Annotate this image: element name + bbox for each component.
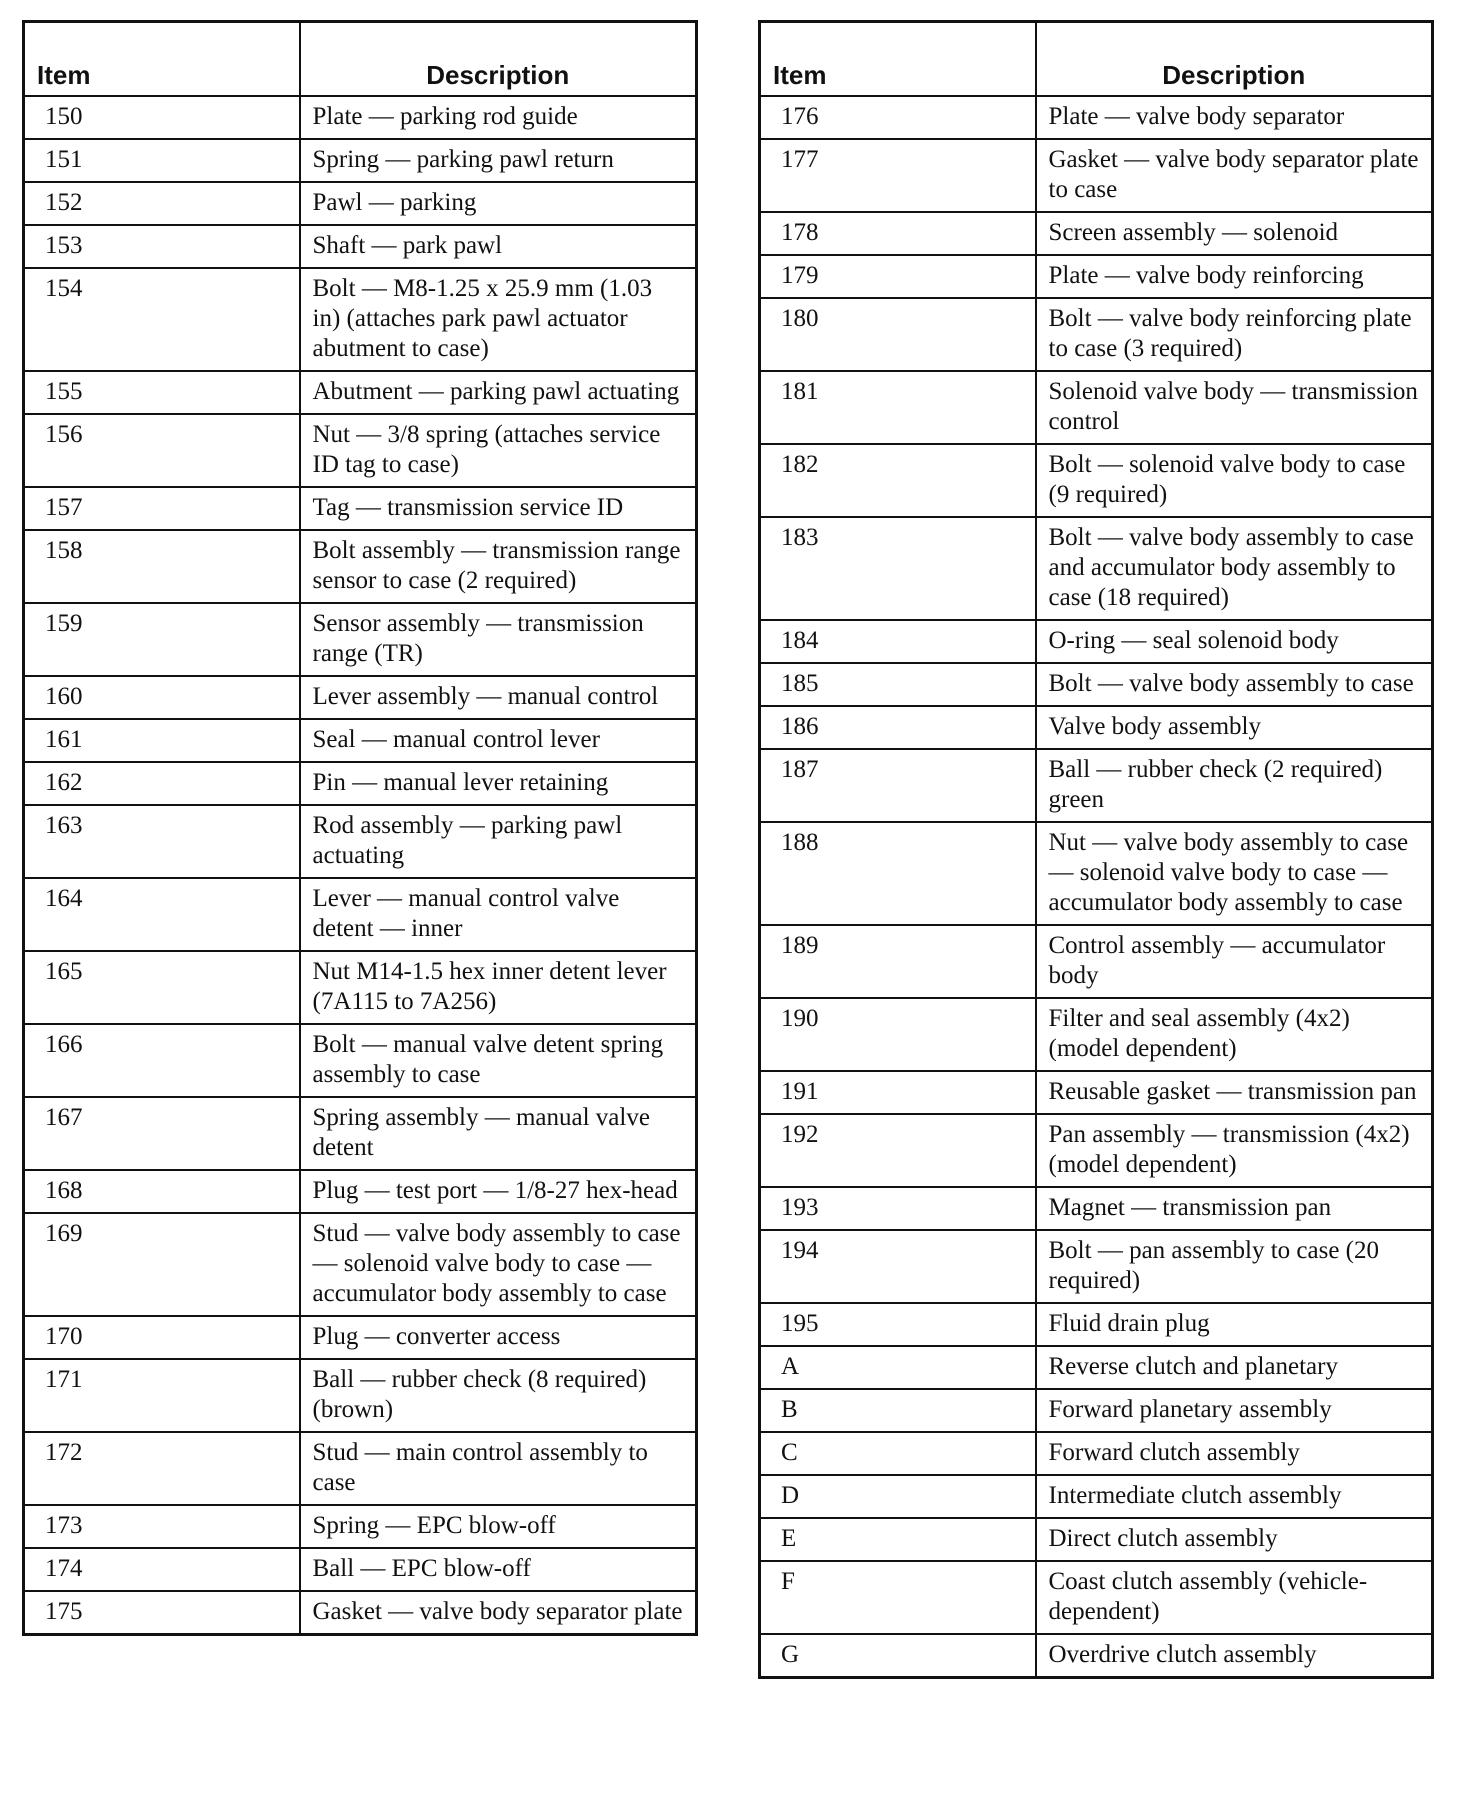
description-cell: Plug — converter access bbox=[300, 1316, 697, 1359]
item-number-cell: 175 bbox=[24, 1591, 300, 1635]
item-number-cell: 165 bbox=[24, 951, 300, 1024]
table-row bbox=[760, 1475, 1433, 1518]
item-number-cell: E bbox=[760, 1518, 1036, 1561]
item-number-cell: 182 bbox=[760, 444, 1036, 517]
table-row bbox=[24, 1097, 697, 1170]
description-cell: Bolt — valve body assembly to case bbox=[1036, 663, 1433, 706]
description-cell: Spring — EPC blow-off bbox=[300, 1505, 697, 1548]
table-row bbox=[760, 998, 1433, 1071]
table-row bbox=[760, 925, 1433, 998]
description-cell: Fluid drain plug bbox=[1036, 1303, 1433, 1346]
item-number-cell: 184 bbox=[760, 620, 1036, 663]
item-number-cell: 164 bbox=[24, 878, 300, 951]
item-number-cell: 177 bbox=[760, 139, 1036, 212]
item-number-cell: 171 bbox=[24, 1359, 300, 1432]
item-number-cell: 169 bbox=[24, 1213, 300, 1316]
description-cell: Direct clutch assembly bbox=[1036, 1518, 1433, 1561]
table-row bbox=[760, 706, 1433, 749]
description-cell: Spring assembly — manual valve detent bbox=[300, 1097, 697, 1170]
table-row bbox=[760, 212, 1433, 255]
item-number-cell: 172 bbox=[24, 1432, 300, 1505]
item-number-cell: 166 bbox=[24, 1024, 300, 1097]
description-cell: Magnet — transmission pan bbox=[1036, 1187, 1433, 1230]
item-number-cell: 173 bbox=[24, 1505, 300, 1548]
description-cell: Lever — manual control valve detent — inner bbox=[300, 878, 697, 951]
parts-table-right bbox=[758, 20, 1434, 1679]
description-cell: Reusable gasket — transmission pan bbox=[1036, 1071, 1433, 1114]
table-row bbox=[24, 96, 697, 139]
item-number-cell: 176 bbox=[760, 96, 1036, 139]
description-cell: Shaft — park pawl bbox=[300, 225, 697, 268]
table-row bbox=[760, 1346, 1433, 1389]
description-cell: Lever assembly — manual control bbox=[300, 676, 697, 719]
description-cell: Valve body assembly bbox=[1036, 706, 1433, 749]
description-cell: Ball — EPC blow-off bbox=[300, 1548, 697, 1591]
description-cell: Forward clutch assembly bbox=[1036, 1432, 1433, 1475]
table-row bbox=[24, 878, 697, 951]
table-row bbox=[24, 951, 697, 1024]
table-body bbox=[760, 96, 1433, 1678]
table-row bbox=[760, 517, 1433, 620]
description-cell: Spring — parking pawl return bbox=[300, 139, 697, 182]
table-row bbox=[760, 620, 1433, 663]
description-cell: Ball — rubber check (8 required) (brown) bbox=[300, 1359, 697, 1432]
description-cell: Screen assembly — solenoid bbox=[1036, 212, 1433, 255]
description-cell: Coast clutch assembly (vehicle-dependent) bbox=[1036, 1561, 1433, 1634]
item-number-cell: 159 bbox=[24, 603, 300, 676]
table-row bbox=[760, 96, 1433, 139]
item-number-cell: 156 bbox=[24, 414, 300, 487]
table-body bbox=[24, 96, 697, 1635]
description-cell: Bolt — valve body assembly to case and accumulator body assembly to case (18 required) bbox=[1036, 517, 1433, 620]
table-row bbox=[24, 676, 697, 719]
table-row bbox=[760, 1303, 1433, 1346]
item-number-cell: 168 bbox=[24, 1170, 300, 1213]
item-number-cell: 186 bbox=[760, 706, 1036, 749]
table-row bbox=[760, 1634, 1433, 1678]
item-number-cell: 167 bbox=[24, 1097, 300, 1170]
table-row bbox=[24, 1316, 697, 1359]
table-row bbox=[24, 414, 697, 487]
item-number-cell: 151 bbox=[24, 139, 300, 182]
table-row bbox=[24, 371, 697, 414]
description-cell: O-ring — seal solenoid body bbox=[1036, 620, 1433, 663]
table-row bbox=[760, 371, 1433, 444]
description-cell: Control assembly — accumulator body bbox=[1036, 925, 1433, 998]
description-cell: Reverse clutch and planetary bbox=[1036, 1346, 1433, 1389]
table-row bbox=[24, 1359, 697, 1432]
item-number-cell: 163 bbox=[24, 805, 300, 878]
description-cell: Bolt — pan assembly to case (20 required) bbox=[1036, 1230, 1433, 1303]
table-row bbox=[760, 1389, 1433, 1432]
item-number-cell: 178 bbox=[760, 212, 1036, 255]
table-row bbox=[24, 1213, 697, 1316]
description-cell: Filter and seal assembly (4x2) (model dependent) bbox=[1036, 998, 1433, 1071]
table-row bbox=[760, 1230, 1433, 1303]
item-number-cell: 150 bbox=[24, 96, 300, 139]
description-cell: Seal — manual control lever bbox=[300, 719, 697, 762]
item-number-cell: 181 bbox=[760, 371, 1036, 444]
item-number-cell: 160 bbox=[24, 676, 300, 719]
table-row bbox=[760, 255, 1433, 298]
table-row bbox=[760, 663, 1433, 706]
item-column-header: Item bbox=[24, 22, 300, 97]
description-cell: Gasket — valve body separator plate bbox=[300, 1591, 697, 1635]
table-row bbox=[760, 139, 1433, 212]
item-number-cell: 183 bbox=[760, 517, 1036, 620]
description-cell: Nut — 3/8 spring (attaches service ID tag to case) bbox=[300, 414, 697, 487]
description-cell: Tag — transmission service ID bbox=[300, 487, 697, 530]
table-header-row bbox=[24, 22, 697, 97]
item-number-cell: 179 bbox=[760, 255, 1036, 298]
description-cell: Pan assembly — transmission (4x2) (model dependent) bbox=[1036, 1114, 1433, 1187]
table-row bbox=[760, 444, 1433, 517]
item-number-cell: 174 bbox=[24, 1548, 300, 1591]
table-row bbox=[24, 268, 697, 371]
description-cell: Nut M14-1.5 hex inner detent lever (7A115 to 7A256) bbox=[300, 951, 697, 1024]
table-row bbox=[24, 139, 697, 182]
item-number-cell: 191 bbox=[760, 1071, 1036, 1114]
description-cell: Plate — parking rod guide bbox=[300, 96, 697, 139]
description-cell: Solenoid valve body — transmission control bbox=[1036, 371, 1433, 444]
item-number-cell: 154 bbox=[24, 268, 300, 371]
table-row bbox=[24, 1548, 697, 1591]
description-cell: Ball — rubber check (2 required) green bbox=[1036, 749, 1433, 822]
item-number-cell: 157 bbox=[24, 487, 300, 530]
table-header-row bbox=[760, 22, 1433, 97]
item-number-cell: 185 bbox=[760, 663, 1036, 706]
description-cell: Nut — valve body assembly to case — solenoid valve body to case — accumulator body assembly to case bbox=[1036, 822, 1433, 925]
description-cell: Intermediate clutch assembly bbox=[1036, 1475, 1433, 1518]
table-row bbox=[24, 805, 697, 878]
description-cell: Bolt — solenoid valve body to case (9 required) bbox=[1036, 444, 1433, 517]
item-number-cell: 194 bbox=[760, 1230, 1036, 1303]
table-row bbox=[24, 719, 697, 762]
description-column-header: Description bbox=[300, 22, 697, 97]
description-cell: Bolt — valve body reinforcing plate to case (3 required) bbox=[1036, 298, 1433, 371]
item-number-cell: 180 bbox=[760, 298, 1036, 371]
description-cell: Plate — valve body separator bbox=[1036, 96, 1433, 139]
description-cell: Rod assembly — parking pawl actuating bbox=[300, 805, 697, 878]
description-cell: Overdrive clutch assembly bbox=[1036, 1634, 1433, 1678]
description-column-header: Description bbox=[1036, 22, 1433, 97]
description-cell: Bolt — M8-1.25 x 25.9 mm (1.03 in) (attaches park pawl actuator abutment to case) bbox=[300, 268, 697, 371]
description-cell: Stud — valve body assembly to case — solenoid valve body to case — accumulator body assembly to case bbox=[300, 1213, 697, 1316]
item-number-cell: 170 bbox=[24, 1316, 300, 1359]
item-number-cell: 188 bbox=[760, 822, 1036, 925]
table-row bbox=[760, 822, 1433, 925]
description-cell: Pin — manual lever retaining bbox=[300, 762, 697, 805]
table-row bbox=[24, 182, 697, 225]
item-number-cell: 153 bbox=[24, 225, 300, 268]
table-row bbox=[760, 1432, 1433, 1475]
description-cell: Sensor assembly — transmission range (TR) bbox=[300, 603, 697, 676]
item-number-cell: 162 bbox=[24, 762, 300, 805]
description-cell: Bolt — manual valve detent spring assembly to case bbox=[300, 1024, 697, 1097]
description-cell: Abutment — parking pawl actuating bbox=[300, 371, 697, 414]
item-number-cell: 158 bbox=[24, 530, 300, 603]
table-row bbox=[24, 225, 697, 268]
item-number-cell: B bbox=[760, 1389, 1036, 1432]
table-row bbox=[24, 1505, 697, 1548]
item-number-cell: 187 bbox=[760, 749, 1036, 822]
table-row bbox=[760, 1561, 1433, 1634]
table-row bbox=[24, 487, 697, 530]
table-row bbox=[760, 1187, 1433, 1230]
item-number-cell: 195 bbox=[760, 1303, 1036, 1346]
description-cell: Stud — main control assembly to case bbox=[300, 1432, 697, 1505]
description-cell: Forward planetary assembly bbox=[1036, 1389, 1433, 1432]
table-row bbox=[24, 530, 697, 603]
table-row bbox=[24, 1024, 697, 1097]
table-row bbox=[24, 603, 697, 676]
item-number-cell: 155 bbox=[24, 371, 300, 414]
table-row bbox=[760, 298, 1433, 371]
description-cell: Bolt assembly — transmission range sensor to case (2 required) bbox=[300, 530, 697, 603]
table-row bbox=[760, 1518, 1433, 1561]
item-number-cell: 152 bbox=[24, 182, 300, 225]
description-cell: Plug — test port — 1/8-27 hex-head bbox=[300, 1170, 697, 1213]
item-number-cell: 193 bbox=[760, 1187, 1036, 1230]
item-number-cell: C bbox=[760, 1432, 1036, 1475]
table-row bbox=[24, 1591, 697, 1635]
table-row bbox=[760, 1071, 1433, 1114]
item-number-cell: 190 bbox=[760, 998, 1036, 1071]
table-row bbox=[24, 762, 697, 805]
item-column-header: Item bbox=[760, 22, 1036, 97]
item-number-cell: F bbox=[760, 1561, 1036, 1634]
item-number-cell: 161 bbox=[24, 719, 300, 762]
description-cell: Pawl — parking bbox=[300, 182, 697, 225]
table-row bbox=[760, 749, 1433, 822]
parts-table-left bbox=[22, 20, 698, 1636]
description-cell: Gasket — valve body separator plate to case bbox=[1036, 139, 1433, 212]
item-number-cell: 189 bbox=[760, 925, 1036, 998]
item-number-cell: A bbox=[760, 1346, 1036, 1389]
table-row bbox=[760, 1114, 1433, 1187]
item-number-cell: 192 bbox=[760, 1114, 1036, 1187]
item-number-cell: G bbox=[760, 1634, 1036, 1678]
description-cell: Plate — valve body reinforcing bbox=[1036, 255, 1433, 298]
table-row bbox=[24, 1170, 697, 1213]
table-row bbox=[24, 1432, 697, 1505]
item-number-cell: D bbox=[760, 1475, 1036, 1518]
